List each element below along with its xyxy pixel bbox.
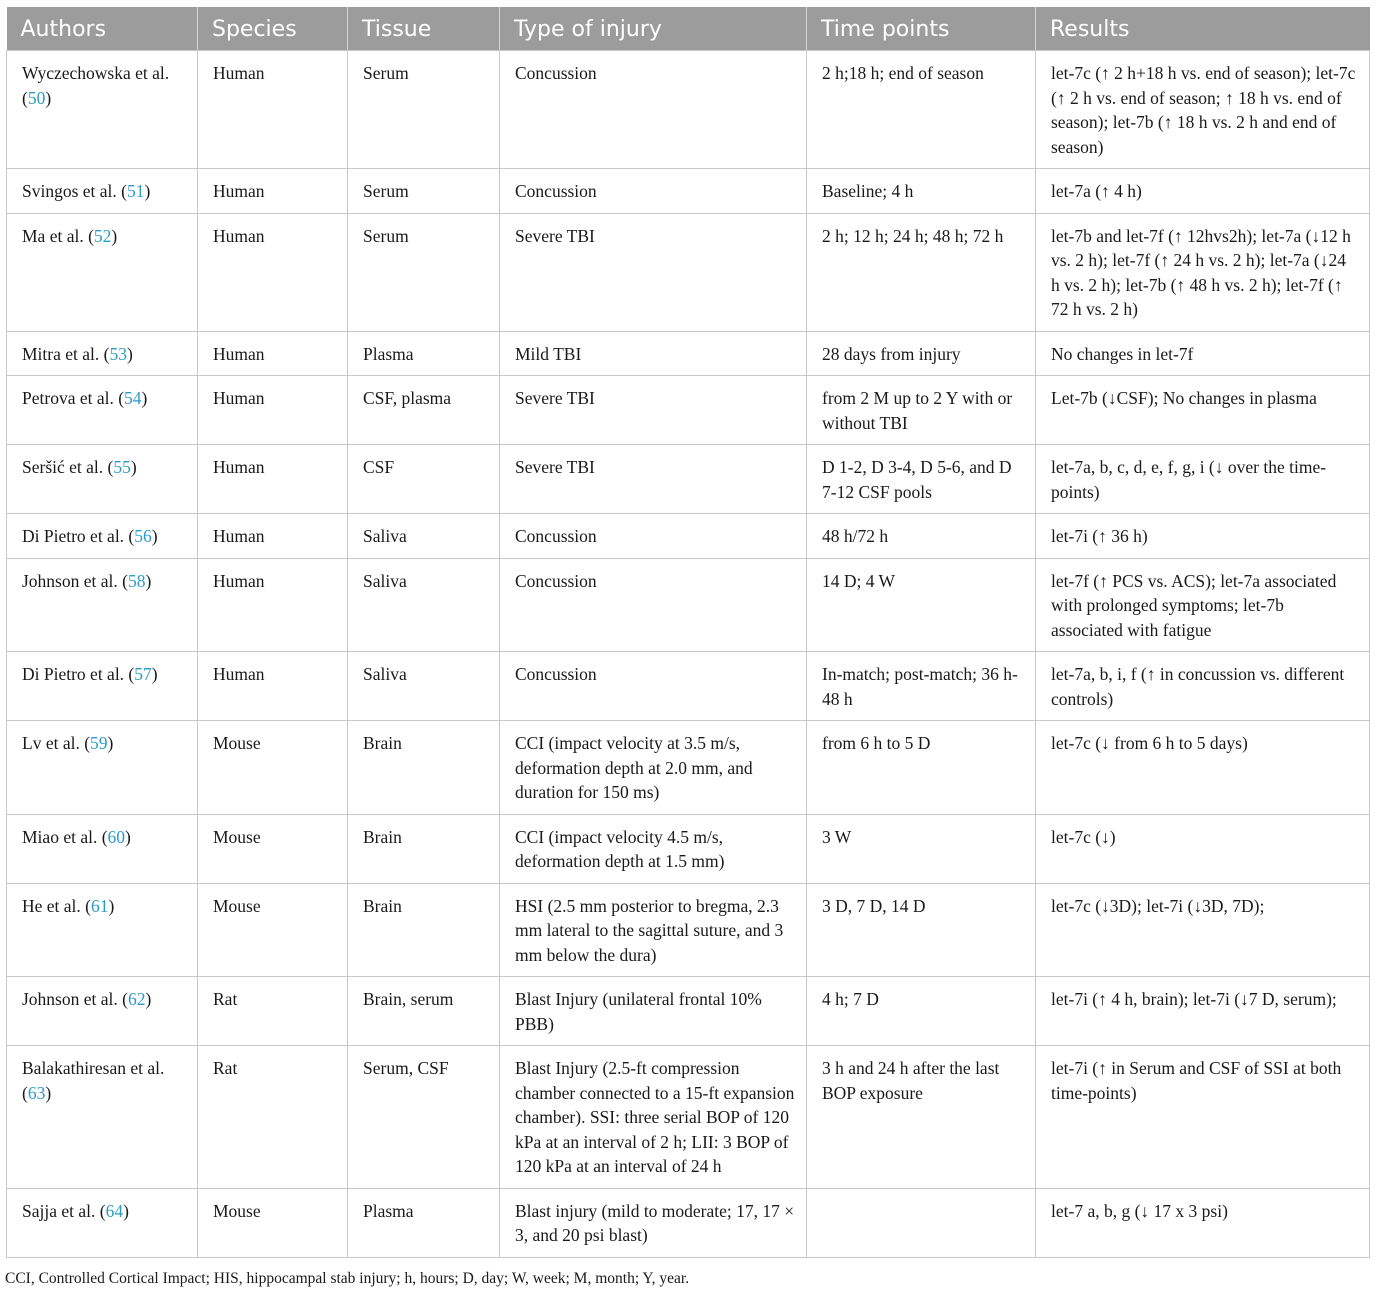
header-tissue: Tissue xyxy=(348,7,500,51)
cell-time-points: D 1-2, D 3-4, D 5-6, and D 7-12 CSF pools xyxy=(807,445,1036,514)
cell-type-of-injury: CCI (impact velocity at 3.5 m/s, deformation depth at 2.0 mm, and duration for 150 ms) xyxy=(500,721,807,815)
cell-authors xyxy=(7,1046,198,1189)
table-row xyxy=(7,1188,1370,1257)
author-close-paren: ) xyxy=(45,1082,52,1103)
author-close-paren: ) xyxy=(108,895,115,916)
reference-link[interactable]: 50 xyxy=(27,87,46,108)
cell-species: Human xyxy=(198,213,348,331)
author-close-paren: ) xyxy=(151,664,158,684)
author-close-paren: ) xyxy=(125,826,131,847)
cell-authors xyxy=(7,652,198,721)
cell-authors xyxy=(7,721,198,815)
author-close-paren: ) xyxy=(141,388,148,408)
author-text: Lv et al. ( xyxy=(22,733,91,753)
cell-tissue: Brain xyxy=(348,721,500,815)
header-row xyxy=(7,7,1370,51)
cell-species: Human xyxy=(198,51,348,169)
cell-type-of-injury: Concussion xyxy=(500,51,807,169)
author-text: Di Pietro et al. ( xyxy=(22,664,135,684)
cell-authors xyxy=(7,376,198,445)
author-text: He et al. ( xyxy=(22,895,91,916)
cell-species: Human xyxy=(198,652,348,721)
author-close-paren: ) xyxy=(144,181,151,201)
cell-time-points: In-match; post-match; 36 h-48 h xyxy=(807,652,1036,721)
author-text: Di Pietro et al. ( xyxy=(22,526,135,546)
cell-time-points: 3 W xyxy=(807,814,1036,883)
author-text: Sajja et al. ( xyxy=(22,1200,106,1221)
header-authors: Authors xyxy=(7,7,198,51)
reference-link[interactable]: 59 xyxy=(90,733,108,753)
cell-type-of-injury: Blast injury (mild to moderate; 17, 17 × 3, and 20 psi blast) xyxy=(500,1188,807,1257)
header-species: Species xyxy=(198,7,348,51)
table-row xyxy=(7,721,1370,815)
cell-type-of-injury: Severe TBI xyxy=(500,213,807,331)
cell-time-points: 2 h; 12 h; 24 h; 48 h; 72 h xyxy=(807,213,1036,331)
cell-tissue: Plasma xyxy=(348,331,500,376)
table-row xyxy=(7,213,1370,331)
cell-time-points: 28 days from injury xyxy=(807,331,1036,376)
cell-species: Human xyxy=(198,558,348,652)
reference-link[interactable]: 64 xyxy=(105,1200,124,1221)
reference-link[interactable]: 56 xyxy=(134,526,152,546)
cell-authors xyxy=(7,514,198,559)
cell-type-of-injury: Blast Injury (unilateral frontal 10% PBB) xyxy=(500,977,807,1046)
cell-results: Let-7b (↓CSF); No changes in plasma xyxy=(1036,376,1370,445)
cell-authors xyxy=(7,1188,198,1257)
author-text: Svingos et al. ( xyxy=(22,181,127,201)
cell-tissue: CSF xyxy=(348,445,500,514)
cell-time-points: 4 h; 7 D xyxy=(807,977,1036,1046)
table-container xyxy=(6,7,1369,1258)
cell-results: No changes in let-7f xyxy=(1036,331,1370,376)
cell-tissue: Saliva xyxy=(348,558,500,652)
cell-tissue: Serum, CSF xyxy=(348,1046,500,1189)
author-text: Ma et al. ( xyxy=(22,225,94,246)
cell-time-points: Baseline; 4 h xyxy=(807,169,1036,214)
cell-authors xyxy=(7,558,198,652)
cell-species: Human xyxy=(198,331,348,376)
cell-type-of-injury: Severe TBI xyxy=(500,376,807,445)
cell-authors xyxy=(7,331,198,376)
header-time-points: Time points xyxy=(807,7,1036,51)
reference-link[interactable]: 55 xyxy=(113,457,131,477)
author-close-paren: ) xyxy=(145,989,152,1009)
cell-authors xyxy=(7,814,198,883)
cell-type-of-injury: Severe TBI xyxy=(500,445,807,514)
author-text: Johnson et al. ( xyxy=(22,570,128,591)
cell-tissue: Brain xyxy=(348,883,500,977)
cell-results: let-7a (↑ 4 h) xyxy=(1036,169,1370,214)
cell-results: let-7c (↓) xyxy=(1036,814,1370,883)
author-close-paren: ) xyxy=(111,225,118,246)
author-text: Mitra et al. ( xyxy=(22,343,110,364)
author-text: Petrova et al. ( xyxy=(22,388,125,408)
cell-species: Human xyxy=(198,169,348,214)
cell-results: let-7a, b, i, f (↑ in concussion vs. different controls) xyxy=(1036,652,1370,721)
cell-tissue: CSF, plasma xyxy=(348,376,500,445)
cell-authors xyxy=(7,169,198,214)
cell-results: let-7c (↓ from 6 h to 5 days) xyxy=(1036,721,1370,815)
cell-tissue: Plasma xyxy=(348,1188,500,1257)
table-row xyxy=(7,51,1370,169)
cell-species: Rat xyxy=(198,977,348,1046)
cell-results: let-7c (↑ 2 h+18 h vs. end of season); let-7c (↑ 2 h vs. end of season; ↑ 18 h vs. end of season); let-7b (↑ 18 h vs. 2 h and end of season) xyxy=(1036,51,1370,169)
cell-type-of-injury: Blast Injury (2.5-ft compression chamber connected to a 15-ft expansion chamber). SSI: three serial BOP of 120 kPa at an interval of 2 h; LII: 3 BOP of 120 kPa at an interval of 24 h xyxy=(500,1046,807,1189)
reference-link[interactable]: 57 xyxy=(134,664,152,684)
reference-link[interactable]: 54 xyxy=(124,388,142,408)
author-text: Wyczechowska et al. ( xyxy=(22,63,170,108)
author-text: Miao et al. ( xyxy=(22,826,108,847)
reference-link[interactable]: 52 xyxy=(93,225,112,246)
cell-time-points: 14 D; 4 W xyxy=(807,558,1036,652)
cell-authors xyxy=(7,213,198,331)
reference-link[interactable]: 51 xyxy=(127,181,145,201)
cell-time-points: 3 D, 7 D, 14 D xyxy=(807,883,1036,977)
table-footnote: CCI, Controlled Cortical Impact; HIS, hippocampal stab injury; h, hours; D, day; W, week; M, month; Y, year. xyxy=(5,1270,690,1287)
cell-results: let-7 a, b, g (↓ 17 x 3 psi) xyxy=(1036,1188,1370,1257)
header-results: Results xyxy=(1036,7,1370,51)
author-close-paren: ) xyxy=(126,343,133,364)
cell-type-of-injury: Concussion xyxy=(500,169,807,214)
cell-results: let-7f (↑ PCS vs. ACS); let-7a associated with prolonged symptoms; let-7b associated with fatigue xyxy=(1036,558,1370,652)
cell-authors xyxy=(7,977,198,1046)
cell-species: Mouse xyxy=(198,1188,348,1257)
cell-time-points: from 6 h to 5 D xyxy=(807,721,1036,815)
cell-species: Mouse xyxy=(198,883,348,977)
reference-link[interactable]: 62 xyxy=(127,989,146,1009)
author-close-paren: ) xyxy=(130,457,137,477)
author-close-paren: ) xyxy=(45,87,52,108)
reference-link[interactable]: 58 xyxy=(127,570,146,591)
cell-results: let-7i (↑ 4 h, brain); let-7i (↓7 D, serum); xyxy=(1036,977,1370,1046)
table-row xyxy=(7,883,1370,977)
cell-species: Mouse xyxy=(198,814,348,883)
cell-tissue: Brain, serum xyxy=(348,977,500,1046)
author-close-paren: ) xyxy=(123,1200,129,1221)
reference-link[interactable]: 53 xyxy=(109,343,127,364)
cell-results: let-7c (↓3D); let-7i (↓3D, 7D); xyxy=(1036,883,1370,977)
cell-type-of-injury: CCI (impact velocity 4.5 m/s, deformation depth at 1.5 mm) xyxy=(500,814,807,883)
author-close-paren: ) xyxy=(107,733,114,753)
cell-type-of-injury: HSI (2.5 mm posterior to bregma, 2.3 mm lateral to the sagittal suture, and 3 mm below the dura) xyxy=(500,883,807,977)
cell-results: let-7i (↑ in Serum and CSF of SSI at both time-points) xyxy=(1036,1046,1370,1189)
cell-type-of-injury: Concussion xyxy=(500,514,807,559)
cell-results: let-7i (↑ 36 h) xyxy=(1036,514,1370,559)
cell-type-of-injury: Mild TBI xyxy=(500,331,807,376)
cell-time-points: 48 h/72 h xyxy=(807,514,1036,559)
table-row xyxy=(7,331,1370,376)
cell-authors xyxy=(7,51,198,169)
cell-tissue: Saliva xyxy=(348,652,500,721)
table-row xyxy=(7,445,1370,514)
cell-species: Human xyxy=(198,376,348,445)
table-row xyxy=(7,376,1370,445)
table-row xyxy=(7,1046,1370,1189)
author-close-paren: ) xyxy=(151,526,158,546)
cell-time-points: from 2 M up to 2 Y with or without TBI xyxy=(807,376,1036,445)
table-row xyxy=(7,652,1370,721)
table-row xyxy=(7,977,1370,1046)
cell-results: let-7a, b, c, d, e, f, g, i (↓ over the time-points) xyxy=(1036,445,1370,514)
header-type-of-injury: Type of injury xyxy=(500,7,807,51)
author-close-paren: ) xyxy=(145,570,152,591)
table-row xyxy=(7,169,1370,214)
reference-link[interactable]: 60 xyxy=(107,826,126,847)
reference-link[interactable]: 61 xyxy=(91,895,109,916)
table-row xyxy=(7,558,1370,652)
cell-time-points xyxy=(807,1188,1036,1257)
cell-tissue: Serum xyxy=(348,51,500,169)
cell-species: Rat xyxy=(198,1046,348,1189)
cell-time-points: 2 h;18 h; end of season xyxy=(807,51,1036,169)
author-text: Johnson et al. ( xyxy=(22,989,128,1009)
cell-tissue: Brain xyxy=(348,814,500,883)
cell-tissue: Serum xyxy=(348,169,500,214)
author-text: Seršić et al. ( xyxy=(22,457,114,477)
table-row xyxy=(7,814,1370,883)
cell-species: Mouse xyxy=(198,721,348,815)
author-text: Balakathiresan et al. ( xyxy=(22,1058,165,1103)
cell-species: Human xyxy=(198,445,348,514)
cell-authors xyxy=(7,883,198,977)
cell-time-points: 3 h and 24 h after the last BOP exposure xyxy=(807,1046,1036,1189)
let7-studies-table xyxy=(6,7,1370,1258)
cell-type-of-injury: Concussion xyxy=(500,558,807,652)
cell-tissue: Serum xyxy=(348,213,500,331)
cell-type-of-injury: Concussion xyxy=(500,652,807,721)
cell-tissue: Saliva xyxy=(348,514,500,559)
reference-link[interactable]: 63 xyxy=(27,1082,46,1103)
cell-authors xyxy=(7,445,198,514)
cell-species: Human xyxy=(198,514,348,559)
cell-results: let-7b and let-7f (↑ 12hvs2h); let-7a (↓12 h vs. 2 h); let-7f (↑ 24 h vs. 2 h); let-7a (↓24 h vs. 2 h); let-7b (↑ 48 h vs. 2 h); let-7f (↑ 72 h vs. 2 h) xyxy=(1036,213,1370,331)
table-row xyxy=(7,514,1370,559)
